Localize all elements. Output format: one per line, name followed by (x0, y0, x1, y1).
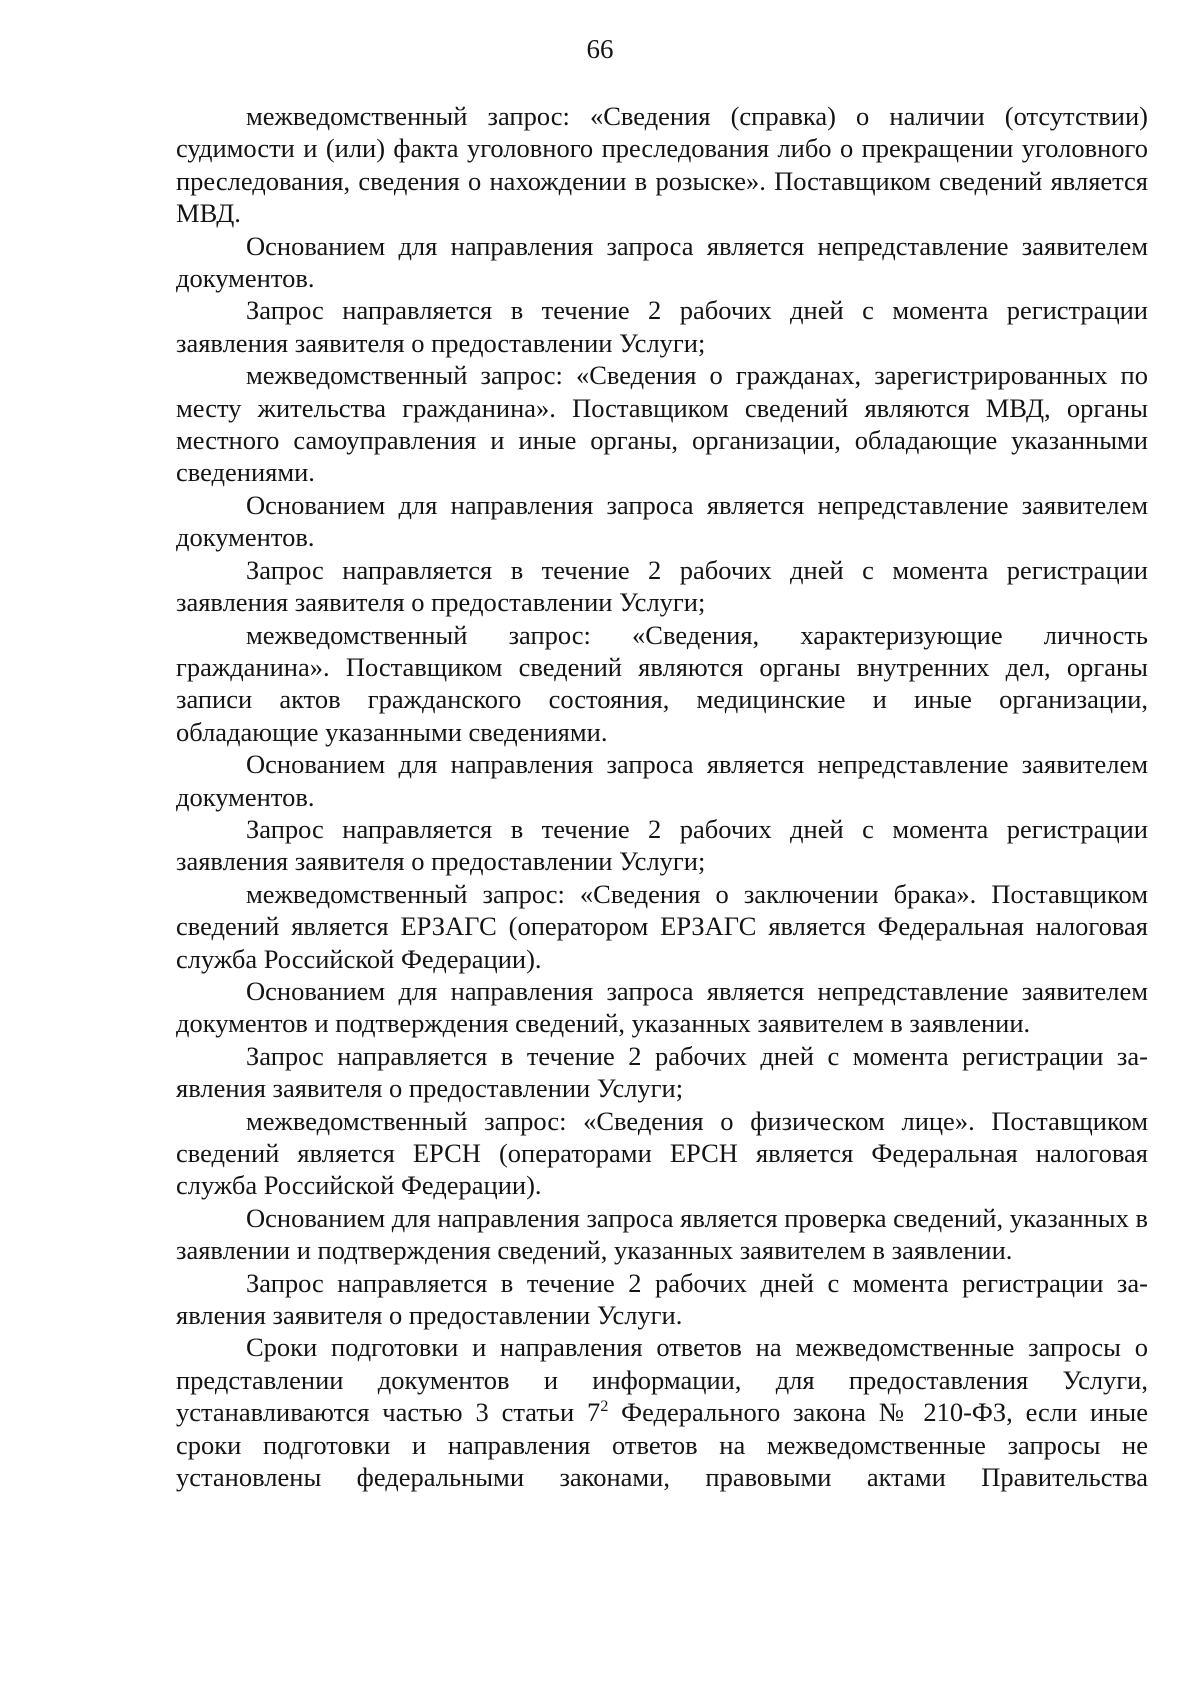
paragraph-basis: Основанием для направления запроса является непредставление заявителем документов. (176, 489, 1148, 553)
paragraph-response-terms (176, 1331, 1148, 1493)
paragraph-personality-request: межведомственный запрос: «Сведения, характеризующие личность гражданина». Поставщиком сведений являются органы внутренних дел, органы записи актов гражданского состояния, медицинские и иные организации, обладающие указанными сведениями. (176, 619, 1148, 747)
page-number: 66 (586, 34, 614, 64)
paragraph-deadline: Запрос направляется в течение 2 рабочих дней с момента регистрации заявления заявителя о предоставлении Услуги; (176, 554, 1148, 618)
response-terms-text-end: Федерального закона № 210-ФЗ, если иные сроки подготовки и направления ответов на межведомственные запросы не установлены федеральными законами, правовыми актами Правительства (176, 1397, 1148, 1493)
document-body (176, 100, 1148, 1493)
paragraph-marriage-request: межведомственный запрос: «Сведения о заключении брака». Поставщиком сведений является ЕРЗАГС (оператором ЕРЗАГС является Федеральная налоговая служба Российской Федерации). (176, 878, 1148, 974)
paragraph-basis: Основанием для направления запроса является непредставление заявителем документов. (176, 230, 1148, 294)
paragraph-criminal-record-request: межведомственный запрос: «Сведения (справка) о наличии (отсутствии) судимости и (или) факта уголовного преследования либо о прекращении уголовного преследования, сведения о нахождении в розыске». Поставщиком сведений является МВД. (176, 101, 1148, 229)
paragraph-individual-request: межведомственный запрос: «Сведения о физическом лице». Поставщиком сведений является ЕРСН (операторами ЕРСН является Федеральная налоговая служба Российской Федерации). (176, 1105, 1148, 1201)
paragraph-deadline: Запрос направляется в течение 2 рабочих дней с момента регистрации заявления заявителя о предоставлении Услуги; (176, 295, 1148, 358)
paragraph-deadline: Запрос направляется в течение 2 рабочих дней с момента регистрации заявления заявителя о предоставлении Услуги; (176, 813, 1148, 877)
paragraph-basis: Основанием для направления запроса является непредставление заявителем документов и подтверждения сведений, указанных заявителем в заявлении. (176, 975, 1148, 1039)
paragraph-basis: Основанием для направления запроса является проверка сведений, указанных в заявлении и подтверждения сведений, указанных заявителем в заявлении. (176, 1202, 1148, 1266)
paragraph-deadline: Запрос направляется в течение 2 рабочих дней с момента регистрации заявления заявителя о предоставлении Услуги. (176, 1267, 1148, 1331)
paragraph-basis: Основанием для направления запроса является непредставление заявителем документов. (176, 749, 1148, 812)
article-superscript: 2 (600, 1398, 609, 1416)
paragraph-registration-request: межведомственный запрос: «Сведения о гражданах, зарегистрированных по месту жительства гражданина». Поставщиком сведений являются МВД, органы местного самоуправления и иные органы, организации, обладающие указанными сведениями. (176, 360, 1148, 488)
paragraph-deadline: Запрос направляется в течение 2 рабочих дней с момента регистрации заявления заявителя о предоставлении Услуги; (176, 1040, 1148, 1104)
response-terms-text-start: Сроки подготовки и направления ответов на межведомственные запросы о представлении документов и информации, для предоставления Услуги, устанавливаются частью 3 статьи 7 (176, 1332, 1148, 1428)
